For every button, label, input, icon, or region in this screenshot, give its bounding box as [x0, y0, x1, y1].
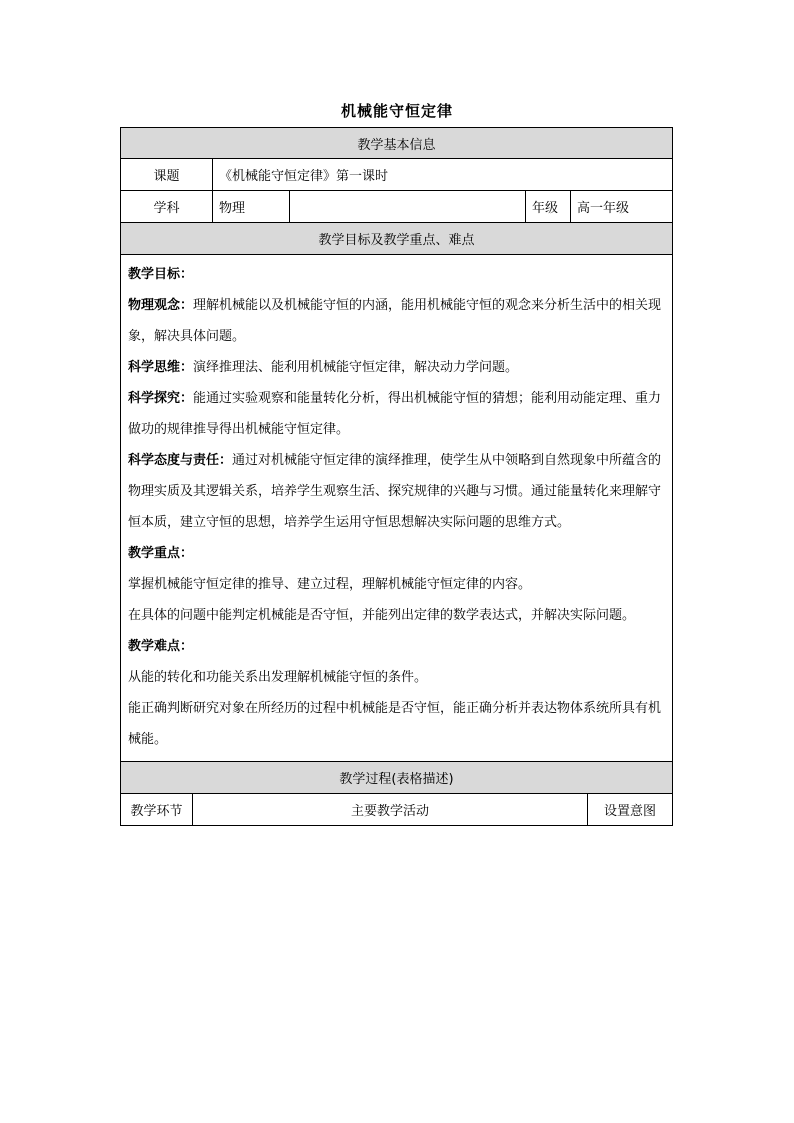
attitude-text: 通过对机械能守恒定律的演绎推理，使学生从中领略到自然现象中所蕴含的物理实质及其逻辑关系，培养学生观察生活、探究规律的兴趣与习惯。通过能量转化来理解守恒本质，建立守恒的思想，培养学生运用守恒思想解决实际问题的思维方式。 — [128, 453, 662, 530]
concept-label: 物理观念： — [128, 298, 194, 313]
subject-label: 学科 — [121, 191, 213, 222]
inquiry-paragraph — [128, 383, 665, 445]
process-columns-row — [120, 794, 673, 826]
key-title: 教学重点： — [128, 546, 194, 561]
thinking-text: 演绎推理法、能利用机械能守恒定律，解决动力学问题。 — [193, 360, 519, 375]
goal-title: 教学目标： — [128, 267, 194, 282]
attitude-label: 科学态度与责任： — [128, 453, 233, 468]
concept-paragraph — [128, 290, 665, 352]
grade-value: 高一年级 — [577, 201, 630, 216]
concept-text: 理解机械能以及机械能守恒的内涵，能用机械能守恒的观念来分析生活中的相关现象，解决具体问题。 — [128, 298, 662, 344]
goals-content — [120, 255, 673, 762]
difficulty-title: 教学难点： — [128, 639, 194, 654]
topic-value: 《机械能守恒定律》第一课时 — [219, 169, 389, 184]
subject-blank-cell — [290, 191, 526, 222]
attitude-paragraph — [128, 445, 665, 538]
process-header — [120, 762, 673, 794]
col-activity: 主要教学活动 — [193, 794, 588, 825]
difficulty-point-2: 能正确判断研究对象在所经历的过程中机械能是否守恒，能正确分析并表达物体系统所具有机械能。 — [128, 701, 662, 747]
subject-row — [120, 191, 673, 223]
col-stage: 教学环节 — [121, 794, 193, 825]
topic-label: 课题 — [121, 159, 213, 190]
grade-label: 年级 — [526, 191, 571, 222]
inquiry-label: 科学探究： — [128, 391, 194, 406]
goals-header — [120, 223, 673, 255]
process-header-label: 教学过程(表格描述) — [339, 772, 454, 787]
thinking-paragraph — [128, 352, 665, 383]
difficulty-point-1: 从能的转化和功能关系出发理解机械能守恒的条件。 — [128, 670, 428, 685]
key-title-line — [128, 538, 665, 569]
inquiry-text: 能通过实验观察和能量转化分析，得出机械能守恒的猜想；能利用动能定理、重力做功的规律推导得出机械能守恒定律。 — [128, 391, 662, 437]
col-intent: 设置意图 — [603, 804, 656, 819]
lesson-plan-table — [120, 127, 673, 826]
key-point-2: 在具体的问题中能判定机械能是否守恒，并能列出定律的数学表达式，并解决实际问题。 — [128, 608, 636, 623]
difficulty-title-line — [128, 631, 665, 662]
key-point-1: 掌握机械能守恒定律的推导、建立过程，理解机械能守恒定律的内容。 — [128, 577, 532, 592]
document-title: 机械能守恒定律 — [340, 102, 453, 120]
thinking-label: 科学思维： — [128, 360, 194, 375]
goal-title-line — [128, 259, 665, 290]
basic-info-header — [120, 127, 673, 159]
subject-value: 物理 — [213, 191, 290, 222]
topic-row — [120, 159, 673, 191]
goals-header-label: 教学目标及教学重点、难点 — [318, 233, 475, 248]
basic-info-header-label: 教学基本信息 — [357, 137, 436, 153]
